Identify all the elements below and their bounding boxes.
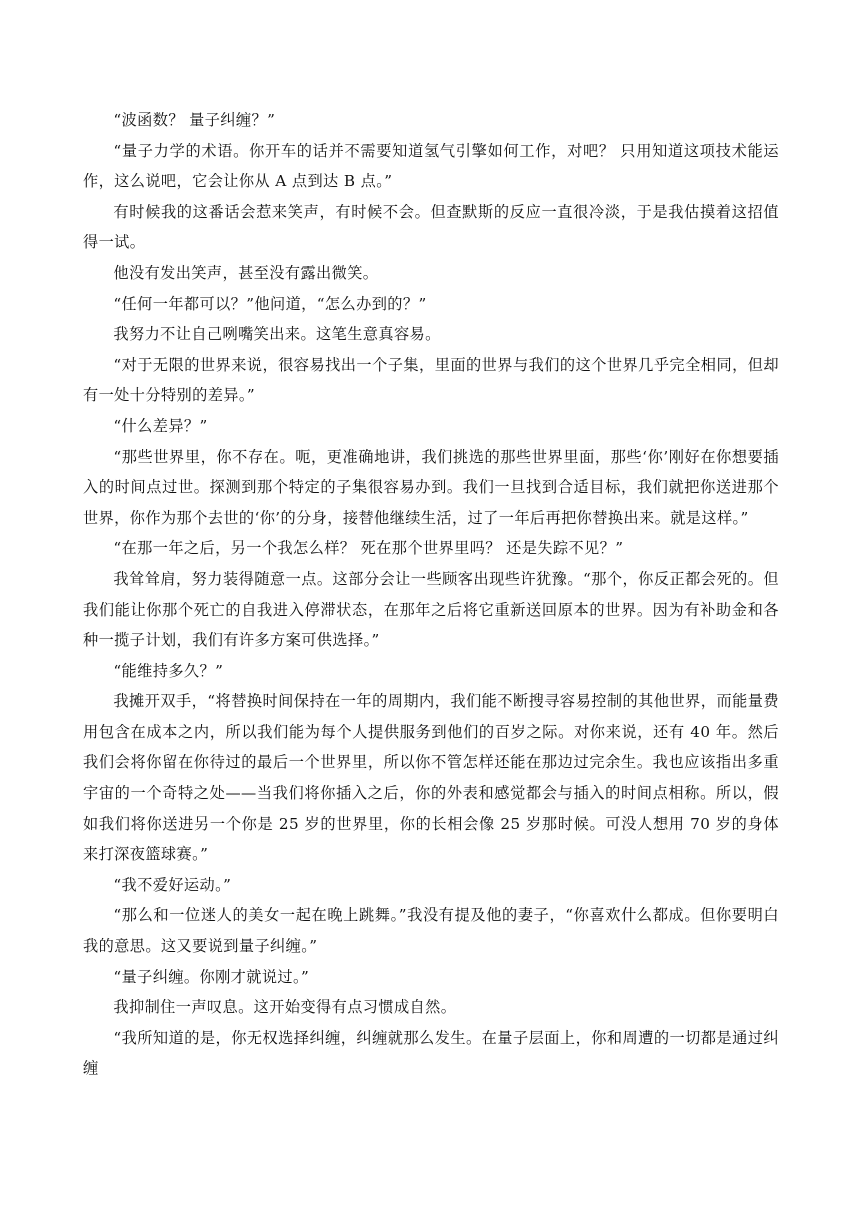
paragraph: 他没有发出笑声，甚至没有露出微笑。 bbox=[113, 263, 379, 282]
paragraph: 我耸耸肩，努力装得随意一点。这部分会让一些顾客出现些许犹豫。“那个，你反正都会死的。但我们能让你那个死亡的自我进入停滞状态，在那年之后将它重新送回原本的世界。因为有补助金和各种一揽子计划，我们有许多方案可供选择。” bbox=[83, 569, 779, 650]
paragraph: 我摊开双手，“将替换时间保持在一年的周期内，我们能不断搜寻容易控制的其他世界，而能量费用包含在成本之内，所以我们能为每个人提供服务到他们的百岁之际。对你来说，还有 40 年。然后我们会将你留在你待过的最后一个世界里，所以你不管怎样还能在那边过完余生。我也应该指出多重宇宙的一个奇特之处——当我们将你插入之后，你的外表和感觉都会与插入的时间点相称。所以，假如我们将你送进另一个你是 25 岁的世界里，你的长相会像 25 岁那时候。可没人想用 70 岁的身体来打深夜篮球赛。” bbox=[83, 692, 779, 864]
paragraph: “任何一年都可以？”他问道，“怎么办到的？” bbox=[113, 294, 427, 313]
paragraph: “量子力学的术语。你开车的话并不需要知道氢气引擎如何工作，对吧？ 只用知道这项技术能运作，这么说吧，它会让你从 A 点到达 B 点。” bbox=[83, 141, 779, 191]
paragraph: “波函数？ 量子纠缠？” bbox=[113, 111, 276, 129]
paragraph: 我抑制住一声叹息。这开始变得有点习惯成自然。 bbox=[113, 998, 457, 1017]
paragraph: “在那一年之后，另一个我怎么样？ 死在那个世界里吗？ 还是失踪不见？” bbox=[113, 539, 624, 558]
paragraph: “我所知道的是，你无权选择纠缠，纠缠就那么发生。在量子层面上，你和周遭的一切都是通过纠缠 bbox=[83, 1028, 779, 1078]
paragraph: 有时候我的这番话会惹来笑声，有时候不会。但查默斯的反应一直很冷淡，于是我估摸着这招值得一试。 bbox=[83, 202, 779, 252]
paragraph: “对于无限的世界来说，很容易找出一个子集，里面的世界与我们的这个世界几乎完全相同，但却有一处十分特别的差异。” bbox=[83, 355, 779, 405]
paragraph: “量子纠缠。你刚才就说过。” bbox=[113, 967, 310, 986]
paragraph: “我不爱好运动。” bbox=[113, 875, 232, 894]
paragraph: “能维持多久？” bbox=[113, 661, 224, 680]
document-body bbox=[83, 105, 779, 1084]
paragraph: “什么差异？” bbox=[113, 416, 208, 435]
paragraph: 我努力不让自己咧嘴笑出来。这笔生意真容易。 bbox=[113, 325, 441, 344]
paragraph: “那么和一位迷人的美女一起在晚上跳舞。”我没有提及他的妻子，“你喜欢什么都成。但你要明白我的意思。这又要说到量子纠缠。” bbox=[83, 906, 779, 956]
paragraph: “那些世界里，你不存在。呃，更准确地讲，我们挑选的那些世界里面，那些‘你’刚好在你想要插入的时间点过世。探测到那个特定的子集很容易办到。我们一旦找到合适目标，我们就把你送进那个世界，你作为那个去世的‘你’的分身，接替他继续生活，过了一年后再把你替换出来。就是这样。” bbox=[83, 447, 779, 527]
